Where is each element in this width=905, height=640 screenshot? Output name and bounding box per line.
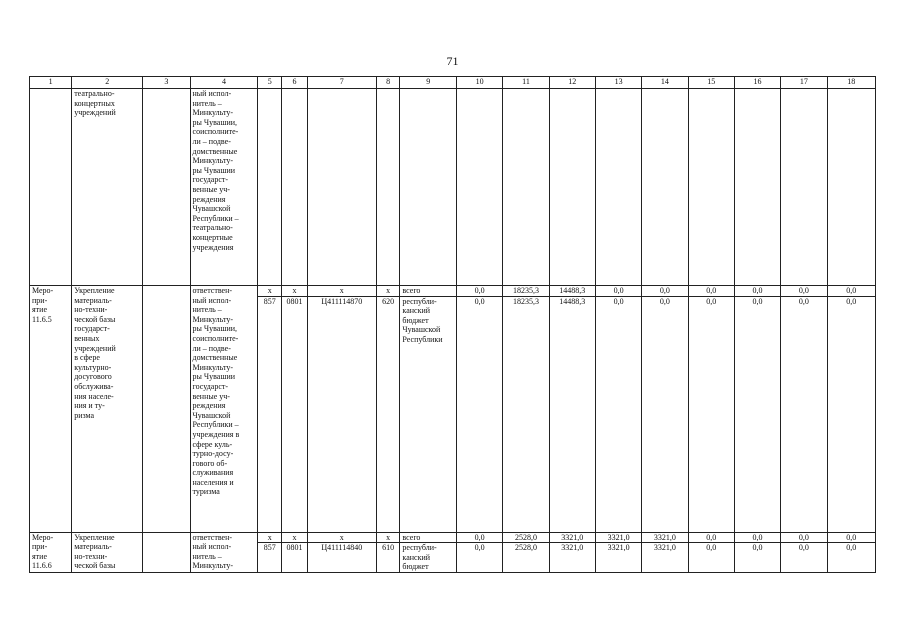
table-cell: х: [376, 532, 400, 543]
measure-name: Укрепление материаль- но-техни- ческой базы: [72, 532, 143, 573]
measure-id: Меро- при- ятие 11.6.6: [30, 532, 72, 573]
table-cell: х: [307, 532, 376, 543]
table-cell: 0,0: [688, 532, 734, 543]
table-cell: 0,0: [457, 286, 503, 297]
header-cell: 14: [642, 77, 688, 89]
table-cell: 14488,3: [549, 286, 595, 297]
table-cell: 0,0: [827, 543, 875, 573]
table-cell: [307, 89, 376, 286]
table-cell: [30, 89, 72, 286]
measure-executor: ответствен- ный испол- нитель – Минкульту-: [190, 532, 258, 573]
table-cell: республи- канский бюджет Чувашской Республики: [400, 296, 457, 532]
header-cell: 3: [143, 77, 190, 89]
table-cell: 620: [376, 296, 400, 532]
table-cell: всего: [400, 286, 457, 297]
table-cell: 857: [258, 543, 282, 573]
header-cell: 15: [688, 77, 734, 89]
page-number: 71: [446, 54, 459, 68]
header-cell: 4: [190, 77, 258, 89]
table-cell: 0,0: [781, 296, 827, 532]
table-row: [30, 532, 876, 543]
table-cell: 3321,0: [595, 543, 641, 573]
header-cell: 1: [30, 77, 72, 89]
table-cell: 0,0: [642, 296, 688, 532]
measure-executor: ответствен- ный испол- нитель – Минкульту- ры Чувашии, соисполните- ли – подве- домственные Минкульту- ры Чувашии государст- венные уч- реждения Чувашской Республики – учреждения в сфере куль- турно-досу- гового об- служивания населения и туризма: [190, 286, 258, 533]
table-cell: 3321,0: [549, 532, 595, 543]
table-cell: [282, 89, 308, 286]
table-cell: 0,0: [688, 296, 734, 532]
table-cell: 857: [258, 296, 282, 532]
table-cell: 0,0: [781, 532, 827, 543]
table-cell: Ц411114870: [307, 296, 376, 532]
table-cell: 0,0: [595, 296, 641, 532]
table-cell: 0,0: [827, 286, 875, 297]
table-cell: Ц411114840: [307, 543, 376, 573]
header-cell: 12: [549, 77, 595, 89]
table-cell: [734, 89, 780, 286]
header-cell: 2: [72, 77, 143, 89]
table-cell: х: [282, 286, 308, 297]
header-cell: 6: [282, 77, 308, 89]
table-cell: [549, 89, 595, 286]
table-cell: 0,0: [827, 532, 875, 543]
table-cell: [781, 89, 827, 286]
table-cell: 0,0: [642, 286, 688, 297]
table-cell: 610: [376, 543, 400, 573]
table-cell: х: [258, 286, 282, 297]
header-cell: 11: [503, 77, 549, 89]
table-cell: х: [376, 286, 400, 297]
table-cell: 0,0: [688, 286, 734, 297]
header-cell: 13: [595, 77, 641, 89]
table-cell: [376, 89, 400, 286]
table-cell: [827, 89, 875, 286]
table-cell: 3321,0: [642, 543, 688, 573]
table-cell: 0,0: [457, 543, 503, 573]
table-cell: 0,0: [734, 532, 780, 543]
measure-id: Меро- при- ятие 11.6.5: [30, 286, 72, 533]
continued-executor: ный испол- нитель – Минкульту- ры Чувашии, соисполните- ли – подве- домственные Минкульту- ры Чувашии государст- венные уч- реждения Чувашской Республики – театрально- концертные учреждения: [190, 89, 258, 286]
table-cell: [143, 89, 190, 286]
table-cell: 18235,3: [503, 296, 549, 532]
continued-name: театрально- концертных учреждений: [72, 89, 143, 286]
table-cell: республи- канский бюджет: [400, 543, 457, 573]
table-cell: 0,0: [595, 286, 641, 297]
table-cell: 3321,0: [549, 543, 595, 573]
table-cell: х: [258, 532, 282, 543]
header-cell: 8: [376, 77, 400, 89]
table-cell: [143, 286, 190, 533]
header-cell: 18: [827, 77, 875, 89]
table-row: [30, 286, 876, 297]
table-cell: 0,0: [734, 543, 780, 573]
table-cell: х: [282, 532, 308, 543]
table-cell: 14488,3: [549, 296, 595, 532]
header-row: [30, 77, 876, 89]
header-cell: 17: [781, 77, 827, 89]
table-cell: [457, 89, 503, 286]
header-cell: 16: [734, 77, 780, 89]
table-cell: [503, 89, 549, 286]
table-cell: 0,0: [734, 296, 780, 532]
header-cell: 9: [400, 77, 457, 89]
table-cell: [400, 89, 457, 286]
continued-row: [30, 89, 876, 286]
table-cell: 0801: [282, 296, 308, 532]
table-cell: [143, 532, 190, 573]
table-cell: 0,0: [734, 286, 780, 297]
table-cell: всего: [400, 532, 457, 543]
table-cell: 0,0: [457, 296, 503, 532]
table-cell: 3321,0: [595, 532, 641, 543]
table-cell: 0,0: [781, 286, 827, 297]
table-cell: [688, 89, 734, 286]
table-cell: 0801: [282, 543, 308, 573]
header-cell: 10: [457, 77, 503, 89]
table-cell: 0,0: [688, 543, 734, 573]
table-cell: [258, 89, 282, 286]
budget-table: [29, 76, 876, 573]
table-cell: х: [307, 286, 376, 297]
table-cell: 2528,0: [503, 532, 549, 543]
table-cell: 0,0: [781, 543, 827, 573]
table-cell: 0,0: [827, 296, 875, 532]
table-cell: 3321,0: [642, 532, 688, 543]
table-cell: [642, 89, 688, 286]
table-cell: [595, 89, 641, 286]
table-cell: 2528,0: [503, 543, 549, 573]
header-cell: 5: [258, 77, 282, 89]
measure-name: Укрепление материаль- но-техни- ческой базы государст- венных учреждений в сфере культурно- досугового обслужива- ния населе- ния и ту- ризма: [72, 286, 143, 533]
table-cell: 0,0: [457, 532, 503, 543]
header-cell: 7: [307, 77, 376, 89]
table-cell: 18235,3: [503, 286, 549, 297]
